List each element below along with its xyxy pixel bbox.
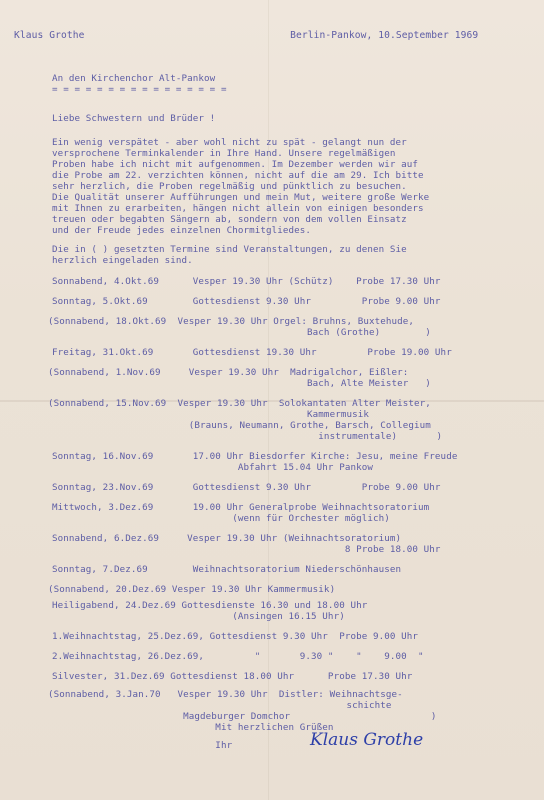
recipient-underline: = = = = = = = = = = = = = = = =	[52, 84, 227, 95]
body-line: Proben habe ich nicht mit aufgenommen. Im Dezember werden wir auf	[52, 159, 419, 170]
schedule-entry: Sonntag, 23.Nov.69 Gottesdienst 9.30 Uhr Probe 9.00 Uhr	[52, 482, 441, 493]
schedule-entry: Heiligabend, 24.Dez.69 Gottesdienste 16.30 und 18.00 Uhr	[52, 600, 368, 611]
body-line: sehr herzlich, die Proben regelmäßig und pünktlich zu besuchen.	[52, 181, 407, 192]
schedule-entry: (wenn für Orchester möglich)	[52, 513, 390, 524]
schedule-entry: Bach (Grothe) )	[48, 327, 431, 338]
body-line: herzlich eingeladen sind.	[52, 255, 193, 266]
schedule-entry: (Sonnabend, 1.Nov.69 Vesper 19.30 Uhr Madrigalchor, Eißler:	[48, 367, 409, 378]
schedule-entry: Mittwoch, 3.Dez.69 19.00 Uhr Generalprobe Weihnachtsoratorium	[52, 502, 430, 513]
body-line: treuen oder begabten Sängern ab, sondern von dem vollen Einsatz	[52, 214, 407, 225]
handwritten-signature: Klaus Grothe	[310, 730, 424, 750]
salutation: Liebe Schwestern und Brüder !	[52, 113, 216, 124]
schedule-entry: Sonntag, 16.Nov.69 17.00 Uhr Biesdorfer Kirche: Jesu, meine Freude	[52, 451, 458, 462]
schedule-entry: Freitag, 31.Okt.69 Gottesdienst 19.30 Uhr Probe 19.00 Uhr	[52, 347, 452, 358]
closing-greeting: Mit herzlichen Grüßen	[52, 722, 334, 733]
schedule-entry: (Brauns, Neumann, Grothe, Barsch, Collegium	[48, 420, 431, 431]
body-line: mit Ihnen zu erarbeiten, hängen nicht allein von einigen besonders	[52, 203, 424, 214]
schedule-entry: Bach, Alte Meister )	[48, 378, 431, 389]
schedule-entry: Abfahrt 15.04 Uhr Pankow	[52, 462, 373, 473]
schedule-entry: instrumentale) )	[48, 431, 443, 442]
schedule-entry: 1.Weihnachtstag, 25.Dez.69, Gottesdienst 9.30 Uhr Probe 9.00 Uhr	[52, 631, 419, 642]
schedule-entry: Sonntag, 7.Dez.69 Weihnachtsoratorium Niederschönhausen	[52, 564, 402, 575]
schedule-entry: (Sonnabend, 15.Nov.69 Vesper 19.30 Uhr Solokantaten Alter Meister,	[48, 398, 431, 409]
schedule-entry: (Sonnabend, 20.Dez.69 Vesper 19.30 Uhr Kammermusik)	[48, 584, 336, 595]
schedule-entry: (Sonnabend, 3.Jan.70 Vesper 19.30 Uhr Distler: Weihnachtsge-	[48, 689, 403, 700]
recipient: An den Kirchenchor Alt-Pankow	[52, 73, 216, 84]
schedule-entry: (Ansingen 16.15 Uhr)	[52, 611, 345, 622]
body-line: Die in ( ) gesetzten Termine sind Veranstaltungen, zu denen Sie	[52, 244, 407, 255]
schedule-entry: 8 Probe 18.00 Uhr	[52, 544, 441, 555]
schedule-entry: 2.Weihnachtstag, 26.Dez.69, " 9.30 " " 9.00 "	[52, 651, 424, 662]
schedule-entry: Sonnabend, 6.Dez.69 Vesper 19.30 Uhr (Weihnachtsoratorium)	[52, 533, 402, 544]
schedule-entry: Sonnabend, 4.Okt.69 Vesper 19.30 Uhr (Schütz) Probe 17.30 Uhr	[52, 276, 441, 287]
schedule-entry: (Sonnabend, 18.Okt.69 Vesper 19.30 Uhr Orgel: Bruhns, Buxtehude,	[48, 316, 415, 327]
body-line: Die Qualität unserer Aufführungen und mein Mut, weitere große Werke	[52, 192, 430, 203]
body-line: versprochene Terminkalender in Ihre Hand. Unsere regelmäßigen	[52, 148, 396, 159]
schedule-entry: Magdeburger Domchor )	[48, 711, 437, 722]
closing-ihr: Ihr	[52, 740, 233, 751]
letter-header: Klaus Grothe Berlin-Pankow, 10.September 1969	[14, 30, 479, 41]
body-line: die Probe am 22. verzichten können, nicht auf die am 29. Ich bitte	[52, 170, 424, 181]
schedule-entry: schichte	[48, 700, 392, 711]
body-line: Ein wenig verspätet - aber wohl nicht zu spät - gelangt nun der	[52, 137, 407, 148]
schedule-entry: Kammermusik	[48, 409, 369, 420]
body-line: und der Freude jedes einzelnen Chormitgliedes.	[52, 225, 312, 236]
schedule-entry: Sonntag, 5.Okt.69 Gottesdienst 9.30 Uhr Probe 9.00 Uhr	[52, 296, 441, 307]
schedule-entry: Silvester, 31.Dez.69 Gottesdienst 18.00 Uhr Probe 17.30 Uhr	[52, 671, 413, 682]
